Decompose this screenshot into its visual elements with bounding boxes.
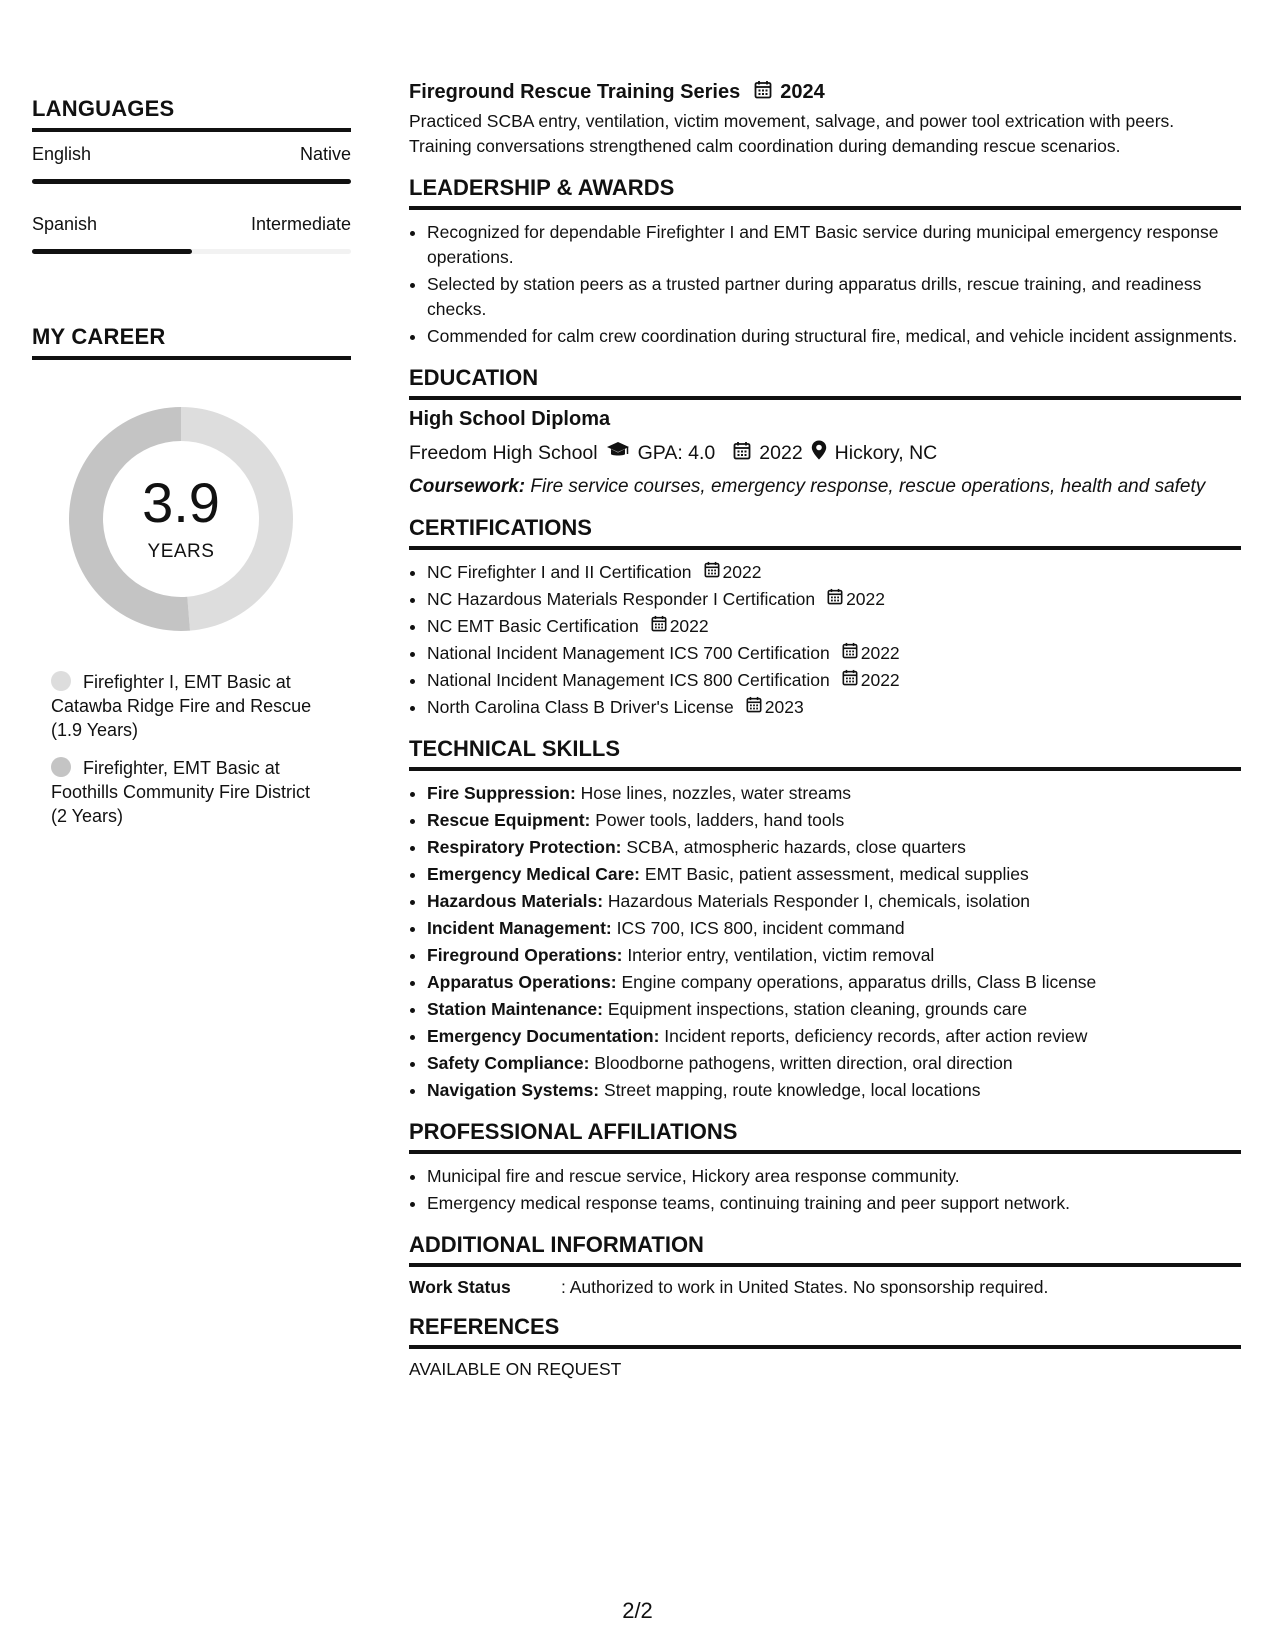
language-name: English (32, 144, 92, 164)
skill-label: Apparatus Operations: (427, 972, 617, 992)
training-entry (409, 80, 1241, 159)
skill-text: Street mapping, route knowledge, local locations (604, 1080, 981, 1100)
cert-year: 2022 (860, 670, 900, 690)
skill-text: Equipment inspections, station cleaning, grounds care (607, 999, 1028, 1019)
sidebar (32, 96, 351, 842)
cert-name: • NC Firefighter I and II Certification (427, 562, 692, 582)
education-coursework (409, 474, 1241, 499)
legend-dot (51, 757, 71, 777)
language-name: Spanish (32, 214, 98, 234)
affiliations-heading: PROFESSIONAL AFFILIATIONS (409, 1119, 1241, 1154)
cert-year: 2022 (846, 589, 886, 609)
list-item (427, 889, 1241, 914)
calendar-icon (704, 560, 720, 585)
career-total-years: 3.9 (142, 471, 220, 534)
career-legend-item (51, 756, 331, 828)
list-item: • Selected by station peers as a trusted partner during apparatus drills, rescue training, and readiness checks. (427, 272, 1241, 322)
skill-label: Emergency Documentation: (427, 1026, 660, 1046)
map-pin-icon (811, 440, 827, 466)
leadership-list (409, 220, 1241, 349)
list-item (427, 970, 1241, 995)
skill-text: Bloodborne pathogens, written direction, oral direction (594, 1053, 1013, 1073)
cert-year: 2022 (860, 643, 900, 663)
references-text: AVAILABLE ON REQUEST (409, 1359, 622, 1379)
list-item (427, 560, 1241, 585)
skill-text: Power tools, ladders, hand tools (595, 810, 845, 830)
cert-name: • North Carolina Class B Driver's License (427, 697, 734, 717)
language-proficiency-fill (32, 249, 192, 254)
skill-label: Rescue Equipment: (427, 810, 591, 830)
calendar-icon (733, 441, 751, 466)
list-item (427, 862, 1241, 887)
affiliations-list (409, 1164, 1241, 1216)
skill-label: Safety Compliance: (427, 1053, 590, 1073)
education-gpa: GPA: 4.0 (637, 441, 716, 464)
career-job-label: Firefighter, EMT Basic at Foothills Community Fire District (2 Years) (51, 758, 311, 826)
skill-label: Emergency Medical Care: (427, 864, 641, 884)
education-entry (409, 408, 1241, 499)
cert-year: 2022 (722, 562, 762, 582)
training-title: Fireground Rescue Training Series (409, 81, 741, 103)
cert-name: • NC EMT Basic Certification (427, 616, 639, 636)
languages-heading: LANGUAGES (32, 96, 351, 132)
list-item (427, 997, 1241, 1022)
career-donut-chart (66, 404, 296, 634)
list-item (427, 695, 1241, 720)
skills-list (409, 781, 1241, 1103)
education-degree: High School Diploma (409, 408, 611, 430)
list-item: • Emergency medical response teams, continuing training and peer support network. (427, 1191, 1241, 1216)
career-job-label: Firefighter I, EMT Basic at Catawba Ridge Fire and Rescue (1.9 Years) (51, 672, 312, 740)
education-year: 2022 (759, 441, 803, 464)
language-item-english (32, 144, 351, 184)
cert-year: 2023 (764, 697, 804, 717)
career-legend-item (51, 670, 331, 742)
list-item: • Recognized for dependable Firefighter I and EMT Basic service during municipal emergency response operations. (427, 220, 1241, 270)
cert-name: • NC Hazardous Materials Responder I Certification (427, 589, 816, 609)
calendar-icon (842, 641, 858, 666)
list-item (427, 668, 1241, 693)
work-status-label: Work Status (409, 1277, 511, 1297)
education-location: Hickory, NC (834, 441, 938, 464)
language-item-spanish (32, 214, 351, 254)
list-item (427, 641, 1241, 666)
legend-dot (51, 671, 71, 691)
career-heading: MY CAREER (32, 324, 351, 360)
list-item (427, 943, 1241, 968)
coursework-label: Coursework: (409, 476, 526, 497)
education-school: Freedom High School (409, 441, 598, 464)
career-total-unit: YEARS (147, 541, 215, 562)
calendar-icon (842, 668, 858, 693)
list-item (427, 587, 1241, 612)
work-status-value: : Authorized to work in United States. No sponsorship required. (561, 1277, 1049, 1297)
additional-info-heading: ADDITIONAL INFORMATION (409, 1232, 1241, 1267)
cert-name: • National Incident Management ICS 700 Certification (427, 643, 830, 663)
calendar-icon (746, 695, 762, 720)
skill-text: Hazardous Materials Responder I, chemicals, isolation (607, 891, 1031, 911)
certifications-list (409, 560, 1241, 720)
list-item (427, 781, 1241, 806)
skill-label: Station Maintenance: (427, 999, 603, 1019)
skill-text: Hose lines, nozzles, water streams (580, 783, 852, 803)
skill-text: Incident reports, deficiency records, after action review (664, 1026, 1088, 1046)
leadership-heading: LEADERSHIP & AWARDS (409, 175, 1241, 210)
calendar-icon (827, 587, 843, 612)
skill-text: ICS 700, ICS 800, incident command (616, 918, 905, 938)
list-item (427, 916, 1241, 941)
list-item: • Commended for calm crew coordination during structural fire, medical, and vehicle incident assignments. (427, 324, 1241, 349)
graduation-cap-icon (606, 441, 630, 465)
training-description: Practiced SCBA entry, ventilation, victim movement, salvage, and power tool extrication with peers. Training conversations strengthened calm coordination during demanding rescue scenarios. (409, 111, 1175, 156)
skill-label: Navigation Systems: (427, 1080, 600, 1100)
education-heading: EDUCATION (409, 365, 1241, 400)
training-year: 2024 (780, 81, 825, 103)
language-proficiency-fill (32, 179, 351, 184)
list-item (427, 1078, 1241, 1103)
page-number: 2/2 (622, 1598, 653, 1623)
main-content (409, 80, 1241, 1380)
skill-text: SCBA, atmospheric hazards, close quarters (626, 837, 966, 857)
skill-text: Interior entry, ventilation, victim removal (627, 945, 935, 965)
skills-heading: TECHNICAL SKILLS (409, 736, 1241, 771)
skill-label: Incident Management: (427, 918, 612, 938)
language-proficiency-bar (32, 249, 351, 254)
list-item (427, 1024, 1241, 1049)
language-proficiency-bar (32, 179, 351, 184)
career-legend (51, 670, 331, 828)
skill-text: EMT Basic, patient assessment, medical supplies (644, 864, 1029, 884)
list-item: • Municipal fire and rescue service, Hickory area response community. (427, 1164, 1241, 1189)
cert-name: • National Incident Management ICS 800 Certification (427, 670, 830, 690)
list-item (427, 1051, 1241, 1076)
skill-label: Fire Suppression: (427, 783, 576, 803)
coursework-text: Fire service courses, emergency response, rescue operations, health and safety (530, 476, 1206, 497)
certifications-heading: CERTIFICATIONS (409, 515, 1241, 550)
language-level: Native (299, 144, 351, 164)
career-section (32, 324, 351, 828)
list-item (427, 614, 1241, 639)
list-item (427, 808, 1241, 833)
language-level: Intermediate (250, 214, 351, 234)
skill-label: Fireground Operations: (427, 945, 623, 965)
skill-label: Respiratory Protection: (427, 837, 622, 857)
references-heading: REFERENCES (409, 1314, 1241, 1349)
calendar-icon (651, 614, 667, 639)
cert-year: 2022 (669, 616, 709, 636)
calendar-icon (754, 80, 772, 105)
skill-label: Hazardous Materials: (427, 891, 604, 911)
list-item (427, 835, 1241, 860)
skill-text: Engine company operations, apparatus drills, Class B license (621, 972, 1097, 992)
work-status-row (409, 1277, 1241, 1298)
